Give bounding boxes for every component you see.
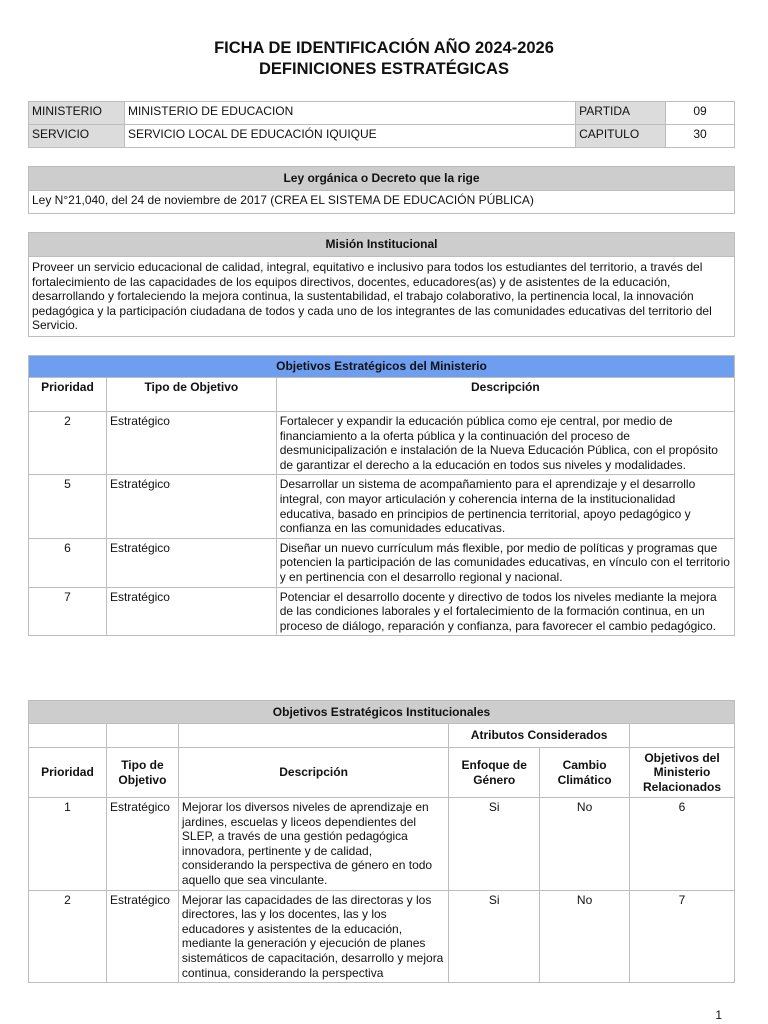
title-line-2: DEFINICIONES ESTRATÉGICAS — [259, 60, 509, 78]
row-tipo: Estratégico — [106, 538, 276, 587]
ministerio-value: MINISTERIO DE EDUCACION — [124, 102, 575, 125]
blank-cell — [630, 724, 735, 748]
table-row — [29, 587, 735, 636]
row-descripcion: Potenciar el desarrollo docente y directivo de todos los niveles mediante la mejora de las condiciones laborales y el fortalecimiento de la formación continua, en un proceso de diálogo, reparación y confianza, para favorecer el cambio pedagógico. — [276, 587, 734, 636]
col-objetivos-ministerio: Objetivos del Ministerio Relacionados — [630, 748, 735, 798]
row-enfoque-genero: Si — [449, 798, 540, 891]
row-descripcion: Diseñar un nuevo currículum más flexible, por medio de políticas y programas que potencien la participación de las comunidades educativas, en vínculo con el territorio y en pertinencia con el desarrollo regional y nacional. — [276, 538, 734, 587]
table-row — [29, 890, 735, 983]
institucionales-heading: Objetivos Estratégicos Institucionales — [29, 701, 735, 724]
table-row — [29, 538, 735, 587]
col-prioridad: Prioridad — [29, 748, 107, 798]
row-prioridad: 5 — [29, 475, 107, 538]
identification-table — [28, 101, 735, 148]
col-descripcion: Descripción — [178, 748, 448, 798]
row-tipo: Estratégico — [106, 798, 178, 891]
ministerio-objetivos-table — [28, 355, 735, 636]
servicio-label: SERVICIO — [29, 125, 125, 148]
capitulo-value: 30 — [666, 125, 735, 148]
row-tipo: Estratégico — [106, 587, 276, 636]
ministerio-label: MINISTERIO — [29, 102, 125, 125]
document-title — [0, 38, 768, 80]
ley-heading: Ley orgánica o Decreto que la rige — [29, 167, 735, 191]
row-cambio-climatico: No — [540, 798, 630, 891]
row-tipo: Estratégico — [106, 475, 276, 538]
table-row — [29, 798, 735, 891]
table-row — [29, 412, 735, 475]
col-descripcion: Descripción — [276, 378, 734, 412]
row-prioridad: 6 — [29, 538, 107, 587]
capitulo-label: CAPITULO — [576, 125, 666, 148]
col-prioridad: Prioridad — [29, 378, 107, 412]
servicio-value: SERVICIO LOCAL DE EDUCACIÓN IQUIQUE — [124, 125, 575, 148]
blank-cell — [106, 724, 178, 748]
row-enfoque-genero: Si — [449, 890, 540, 983]
row-descripcion: Mejorar los diversos niveles de aprendizaje en jardines, escuelas y liceos dependientes del SLEP, a través de una gestión pedagógica innovadora, pertinente y de calidad, considerando la perspectiva de género en todo aquello que sea vinculante. — [178, 798, 448, 891]
partida-label: PARTIDA — [576, 102, 666, 125]
row-objetivos-ministerio: 7 — [630, 890, 735, 983]
row-tipo: Estratégico — [106, 890, 178, 983]
row-prioridad: 7 — [29, 587, 107, 636]
mision-text: Proveer un servicio educacional de calidad, integral, equitativo e inclusivo para todos los estudiantes del territorio, a través del fortalecimiento de las capacidades de los equipos directivos, docentes, educadores(as) y de asistentes de la educación, desarrollando y fortaleciendo la mejora continua, la sustentabilidad, el trabajo colaborativo, la pertinencia local, la innovación pedagógica y la participación ciudadana de todos y cada uno de los integrantes de las comunidades educativas del territorio del Servicio. — [29, 257, 735, 337]
table-row — [29, 475, 735, 538]
blank-cell — [29, 724, 107, 748]
col-cambio-climatico: Cambio Climático — [540, 748, 630, 798]
title-line-1: FICHA DE IDENTIFICACIÓN AÑO 2024-2026 — [214, 39, 554, 57]
row-descripcion: Fortalecer y expandir la educación pública como eje central, por medio de financiamiento a la oferta pública y la continuación del proceso de desmunicipalización e instalación de la Nueva Educación Pública, con el propósito de garantizar el derecho a la educación en todos sus niveles y modalidades. — [276, 412, 734, 475]
blank-cell — [178, 724, 448, 748]
row-objetivos-ministerio: 6 — [630, 798, 735, 891]
mision-table — [28, 232, 735, 337]
row-prioridad: 1 — [29, 798, 107, 891]
mision-heading: Misión Institucional — [29, 233, 735, 257]
row-tipo: Estratégico — [106, 412, 276, 475]
row-descripcion: Mejorar las capacidades de las directoras y los directores, las y los docentes, las y los educadores y asistentes de la educación, mediante la generación y ejecución de planes sistemáticos de capacitación, desarrollo y mejora continua, considerando la perspectiva — [178, 890, 448, 983]
col-tipo-objetivo: Tipo de Objetivo — [106, 748, 178, 798]
ministerio-objetivos-heading: Objetivos Estratégicos del Ministerio — [29, 356, 735, 378]
ley-table — [28, 166, 735, 214]
atributos-heading: Atributos Considerados — [449, 724, 630, 748]
row-prioridad: 2 — [29, 412, 107, 475]
col-enfoque-genero: Enfoque de Género — [449, 748, 540, 798]
row-prioridad: 2 — [29, 890, 107, 983]
col-tipo-objetivo: Tipo de Objetivo — [106, 378, 276, 412]
partida-value: 09 — [666, 102, 735, 125]
row-cambio-climatico: No — [540, 890, 630, 983]
ley-text: Ley N°21,040, del 24 de noviembre de 2017 (CREA EL SISTEMA DE EDUCACIÓN PÚBLICA) — [29, 191, 735, 214]
row-descripcion: Desarrollar un sistema de acompañamiento para el aprendizaje y el desarrollo integral, con mayor articulación y coherencia interna de la institucionalidad educativa, basado en principios de pertinencia territorial, apoyo pedagógico y confianza en las comunidades educativas. — [276, 475, 734, 538]
institucionales-table — [28, 700, 735, 983]
page-number: 1 — [715, 1008, 722, 1022]
